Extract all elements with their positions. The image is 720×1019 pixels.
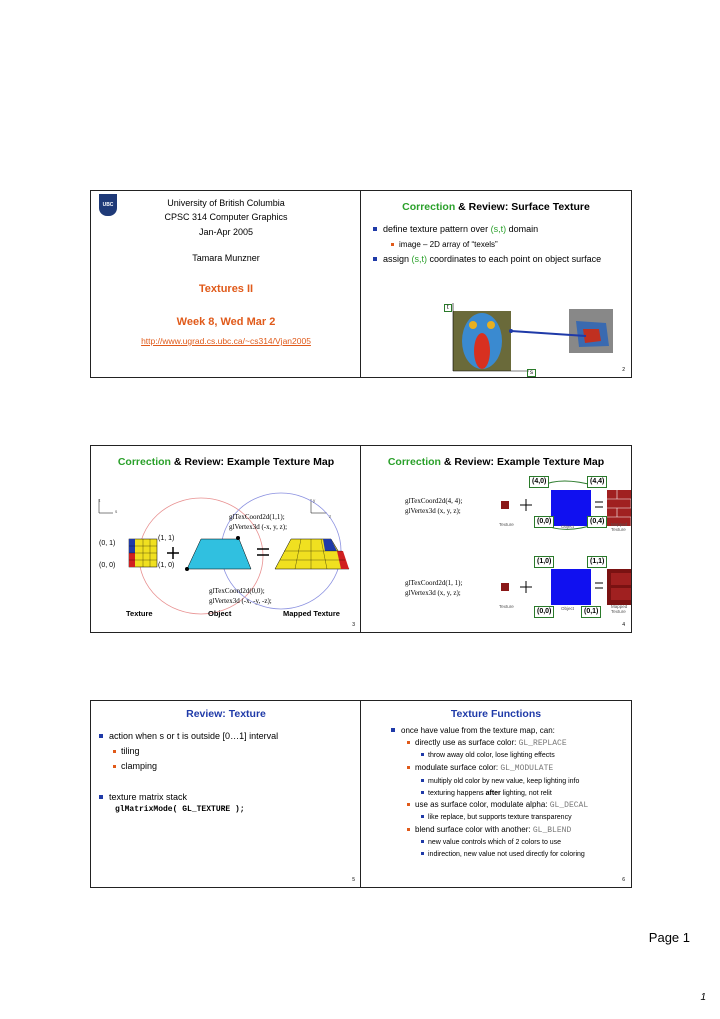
lecture-date: Week 8, Wed Mar 2 bbox=[176, 316, 276, 328]
code-vertex-2: glVertex3d (-x, -y, -z); bbox=[209, 597, 272, 605]
slide-number: 2 bbox=[622, 367, 625, 373]
item-blend-sub1: new value controls which of 2 colors to use bbox=[421, 837, 561, 848]
slide-number: 5 bbox=[352, 877, 355, 883]
term: Jan-Apr 2005 bbox=[198, 227, 254, 237]
caption-mapped-top: Mapped Texture bbox=[611, 522, 628, 532]
coord-1-1: (1, 1) bbox=[158, 535, 175, 542]
axis-y-label: y bbox=[313, 498, 316, 503]
label-0-4: (0,4) bbox=[587, 516, 607, 528]
label-0-1: (0,1) bbox=[581, 606, 601, 618]
caption-texture-bottom: Texture bbox=[499, 604, 514, 609]
code-texcoord-1-1: glTexCoord2d(1, 1); bbox=[405, 579, 463, 587]
bullet-out-of-range: action when s or t is outside [0…1] interval bbox=[99, 731, 359, 742]
slide-2 bbox=[360, 190, 632, 378]
s-axis-label: s bbox=[527, 369, 536, 377]
slide-number: 6 bbox=[622, 877, 625, 883]
slide-title: Correction & Review: Example Texture Map bbox=[117, 456, 335, 468]
coord-0-1: (0, 1) bbox=[99, 540, 116, 547]
slide-1 bbox=[90, 190, 362, 378]
lecture-title: Textures II bbox=[198, 283, 254, 295]
bullet-matrix-stack: texture matrix stack bbox=[99, 792, 187, 803]
label-4-0: (4,0) bbox=[529, 476, 549, 488]
sub-bullet-image: image – 2D array of “texels” bbox=[391, 239, 498, 250]
sub-bullet-tiling: tiling bbox=[113, 746, 140, 757]
code-texcoord-0-0: glTexCoord2d(0,0); bbox=[209, 587, 265, 595]
sub-bullet-clamping: clamping bbox=[113, 761, 157, 772]
university: University of British Columbia bbox=[167, 198, 285, 208]
label-0-0-bottom: (0,0) bbox=[534, 606, 554, 618]
caption-mapped-texture: Mapped Texture bbox=[283, 609, 340, 618]
page-label: Page 1 bbox=[648, 930, 690, 945]
coord-0-0: (0, 0) bbox=[99, 562, 116, 569]
caption-texture-top: Texture bbox=[499, 522, 514, 527]
course-url-link[interactable]: http://www.ugrad.cs.ubc.ca/~cs314/Vjan2005 bbox=[141, 336, 311, 346]
item-replace: directly use as surface color: GL_REPLACE bbox=[407, 737, 567, 749]
item-modulate-sub2: texturing happens after lighting, not relit bbox=[421, 788, 552, 799]
code-vertex-b: glVertex3d (x, y, z); bbox=[405, 589, 461, 597]
item-modulate-sub1: multiply old color by new value, keep lighting info bbox=[421, 776, 579, 787]
label-4-4: (4,4) bbox=[587, 476, 607, 488]
item-blend-sub2: indirection, new value not used directly for coloring bbox=[421, 849, 585, 860]
ubc-logo: UBC bbox=[99, 194, 117, 216]
slide-6 bbox=[360, 700, 632, 888]
item-decal: use as surface color, modulate alpha: GL_DECAL bbox=[407, 799, 588, 811]
bullet-intro: once have value from the texture map, can: bbox=[391, 725, 555, 736]
slide-title: Correction & Review: Example Texture Map bbox=[387, 456, 605, 468]
caption-texture: Texture bbox=[126, 609, 153, 618]
slide-3 bbox=[90, 445, 362, 633]
label-1-0: (1,0) bbox=[534, 556, 554, 568]
slide-4 bbox=[360, 445, 632, 633]
axis-s-label: s bbox=[115, 509, 118, 514]
axis-t-label: t bbox=[99, 498, 101, 503]
slide-title: Texture Functions bbox=[450, 708, 542, 720]
slide-5 bbox=[90, 700, 362, 888]
caption-object-bottom: Object bbox=[561, 606, 575, 611]
code-matrix-mode: glMatrixMode( GL_TEXTURE ); bbox=[115, 805, 245, 814]
slide-title: Correction & Review: Surface Texture bbox=[402, 201, 590, 213]
bullet-define-texture: define texture pattern over (s,t) domain bbox=[373, 224, 623, 235]
label-1-1: (1,1) bbox=[587, 556, 607, 568]
axis-z-label: z bbox=[329, 514, 332, 519]
code-texcoord-1-1: glTexCoord2d(1,1); bbox=[229, 513, 285, 521]
course: CPSC 314 Computer Graphics bbox=[164, 212, 288, 222]
slide-number: 4 bbox=[622, 622, 625, 628]
label-0-0-top: (0,0) bbox=[534, 516, 554, 528]
author: Tamara Munzner bbox=[192, 253, 260, 263]
t-axis-label: t bbox=[444, 304, 452, 312]
code-vertex-1: glVertex3d (-x, y, z); bbox=[229, 523, 288, 531]
caption-object: Object bbox=[208, 609, 232, 618]
item-decal-sub: like replace, but supports texture transparency bbox=[421, 812, 572, 823]
item-modulate: modulate surface color: GL_MODULATE bbox=[407, 762, 553, 774]
slide-number: 3 bbox=[352, 622, 355, 628]
coord-1-0: (1, 0) bbox=[158, 562, 175, 569]
item-blend: blend surface color with another: GL_BLEND bbox=[407, 824, 571, 836]
item-replace-sub: throw away old color, lose lighting effects bbox=[421, 750, 555, 761]
caption-object-top: Object bbox=[561, 524, 575, 529]
code-texcoord-4-4: glTexCoord2d(4, 4); bbox=[405, 497, 463, 505]
slide-title: Review: Texture bbox=[186, 708, 266, 720]
code-vertex-a: glVertex3d (x, y, z); bbox=[405, 507, 461, 515]
caption-mapped-bottom: Mapped Texture bbox=[611, 604, 628, 614]
mandrill-texture-illustration bbox=[441, 301, 631, 378]
page-number: 1 bbox=[700, 992, 706, 1003]
bullet-assign-coords: assign (s,t) coordinates to each point on object surface bbox=[373, 254, 623, 265]
